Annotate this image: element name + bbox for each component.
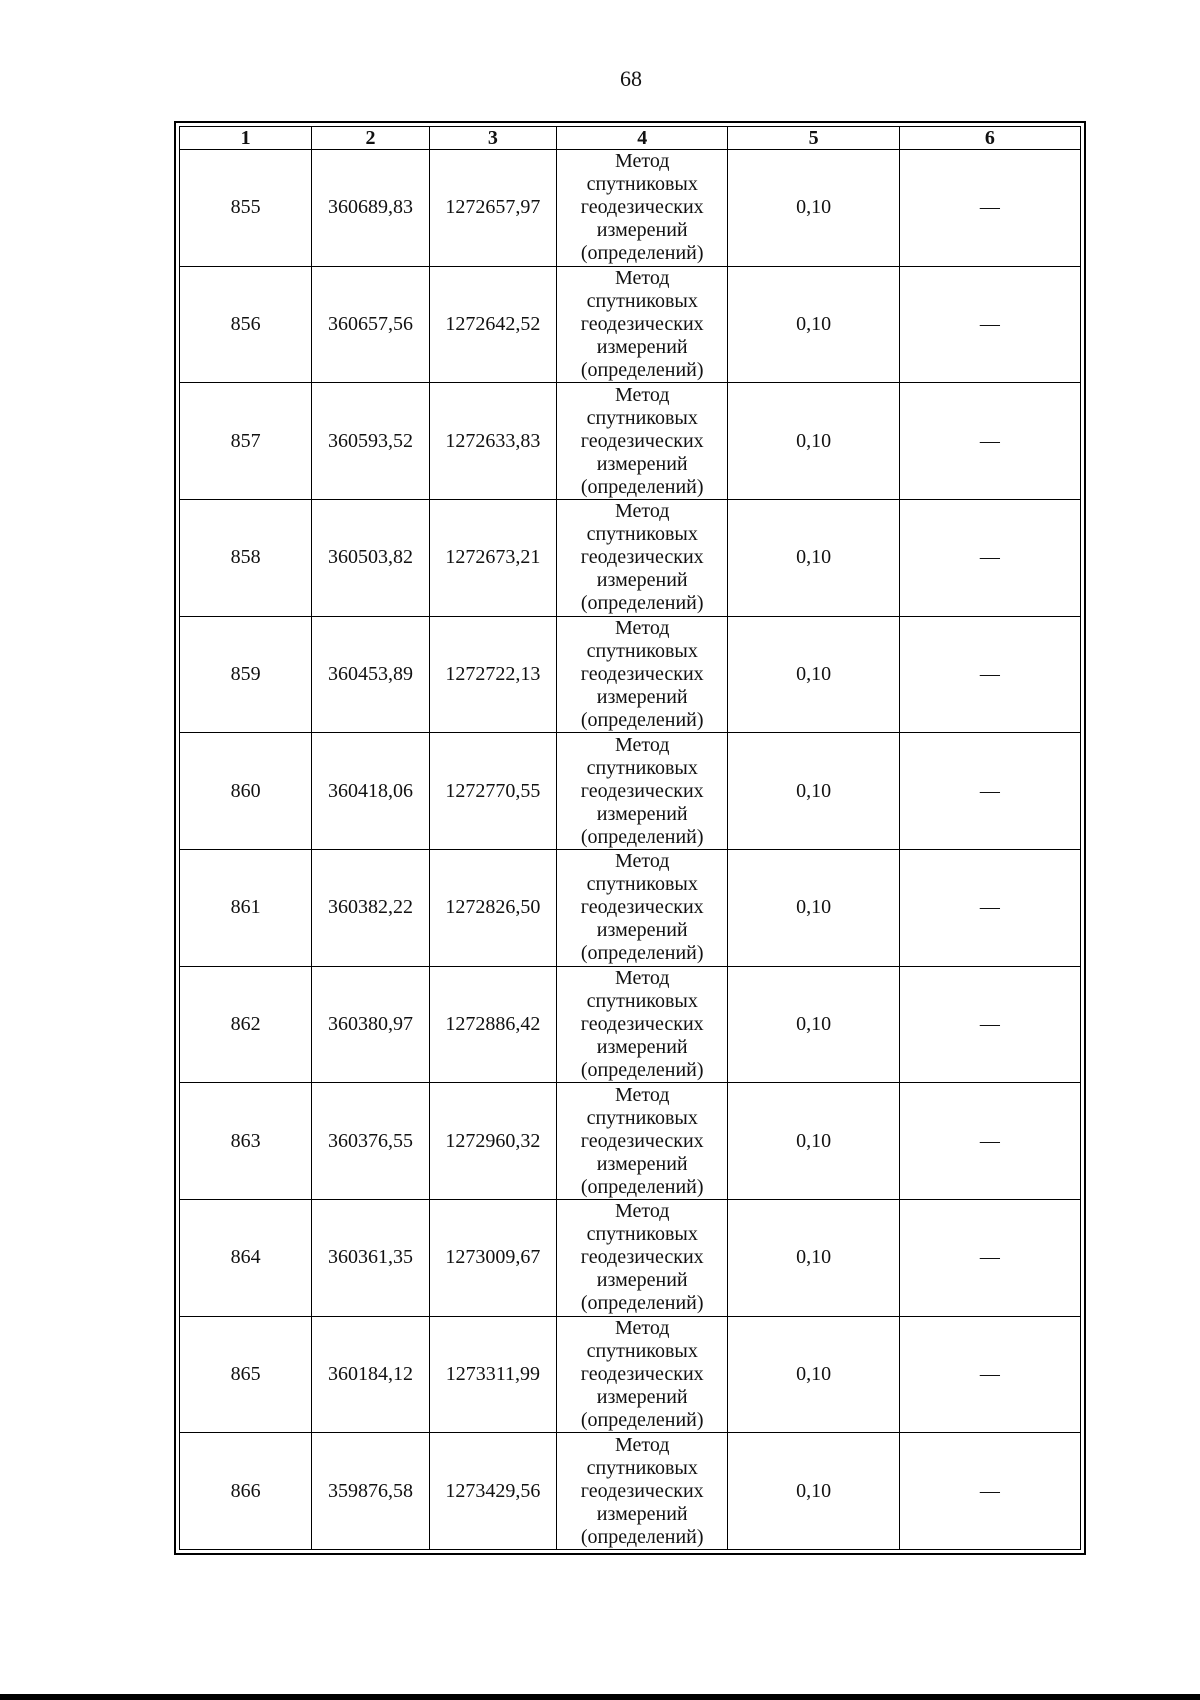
coordinate-y-cell: 1272633,83 — [429, 383, 556, 500]
accuracy-cell: 0,10 — [728, 1083, 899, 1200]
coordinates-table-frame — [174, 121, 1086, 1555]
coordinate-x-cell: 360657,56 — [312, 266, 430, 383]
point-number-cell: 860 — [180, 733, 312, 850]
point-number-cell: 857 — [180, 383, 312, 500]
header-col-5: 5 — [728, 127, 899, 150]
method-cell: Метод спутниковых геодезических измерений (определений) — [557, 849, 728, 966]
header-col-6: 6 — [899, 127, 1080, 150]
table-row — [180, 1433, 1081, 1550]
coordinate-y-cell: 1273311,99 — [429, 1316, 556, 1433]
coordinate-x-cell: 360382,22 — [312, 849, 430, 966]
point-number-cell: 858 — [180, 499, 312, 616]
header-col-2: 2 — [312, 127, 430, 150]
coordinate-y-cell: 1272642,52 — [429, 266, 556, 383]
coordinate-x-cell: 360380,97 — [312, 966, 430, 1083]
table-row — [180, 150, 1081, 267]
coordinate-y-cell: 1272770,55 — [429, 733, 556, 850]
note-cell: — — [899, 966, 1080, 1083]
coordinate-y-cell: 1272657,97 — [429, 150, 556, 267]
point-number-cell: 863 — [180, 1083, 312, 1200]
note-cell: — — [899, 150, 1080, 267]
point-number-cell: 866 — [180, 1433, 312, 1550]
method-cell: Метод спутниковых геодезических измерений (определений) — [557, 1199, 728, 1316]
header-col-4: 4 — [557, 127, 728, 150]
note-cell: — — [899, 383, 1080, 500]
scan-bottom-edge — [0, 1694, 1200, 1700]
accuracy-cell: 0,10 — [728, 383, 899, 500]
header-row — [180, 127, 1081, 150]
method-cell: Метод спутниковых геодезических измерений (определений) — [557, 266, 728, 383]
point-number-cell: 861 — [180, 849, 312, 966]
coordinate-y-cell: 1273009,67 — [429, 1199, 556, 1316]
note-cell: — — [899, 1316, 1080, 1433]
coordinate-x-cell: 360376,55 — [312, 1083, 430, 1200]
table-row — [180, 966, 1081, 1083]
point-number-cell: 859 — [180, 616, 312, 733]
coordinate-y-cell: 1272886,42 — [429, 966, 556, 1083]
coordinate-y-cell: 1273429,56 — [429, 1433, 556, 1550]
coordinate-x-cell: 359876,58 — [312, 1433, 430, 1550]
accuracy-cell: 0,10 — [728, 616, 899, 733]
note-cell: — — [899, 849, 1080, 966]
method-cell: Метод спутниковых геодезических измерений (определений) — [557, 383, 728, 500]
note-cell: — — [899, 1433, 1080, 1550]
method-cell: Метод спутниковых геодезических измерений (определений) — [557, 733, 728, 850]
accuracy-cell: 0,10 — [728, 1316, 899, 1433]
table-row — [180, 849, 1081, 966]
coordinate-y-cell: 1272826,50 — [429, 849, 556, 966]
method-cell: Метод спутниковых геодезических измерений (определений) — [557, 1433, 728, 1550]
accuracy-cell: 0,10 — [728, 733, 899, 850]
point-number-cell: 864 — [180, 1199, 312, 1316]
note-cell: — — [899, 1199, 1080, 1316]
method-cell: Метод спутниковых геодезических измерений (определений) — [557, 150, 728, 267]
method-cell: Метод спутниковых геодезических измерений (определений) — [557, 1083, 728, 1200]
table-row — [180, 733, 1081, 850]
coordinate-y-cell: 1272722,13 — [429, 616, 556, 733]
page-number: 68 — [620, 66, 642, 91]
note-cell: — — [899, 1083, 1080, 1200]
header-col-3: 3 — [429, 127, 556, 150]
table-row — [180, 1199, 1081, 1316]
header-col-1: 1 — [180, 127, 312, 150]
coordinate-x-cell: 360689,83 — [312, 150, 430, 267]
method-cell: Метод спутниковых геодезических измерений (определений) — [557, 966, 728, 1083]
accuracy-cell: 0,10 — [728, 966, 899, 1083]
point-number-cell: 856 — [180, 266, 312, 383]
coordinate-y-cell: 1272673,21 — [429, 499, 556, 616]
accuracy-cell: 0,10 — [728, 849, 899, 966]
table-body — [180, 150, 1081, 1550]
coordinate-x-cell: 360184,12 — [312, 1316, 430, 1433]
accuracy-cell: 0,10 — [728, 499, 899, 616]
coordinate-x-cell: 360361,35 — [312, 1199, 430, 1316]
coordinate-x-cell: 360593,52 — [312, 383, 430, 500]
coordinate-y-cell: 1272960,32 — [429, 1083, 556, 1200]
table-row — [180, 266, 1081, 383]
method-cell: Метод спутниковых геодезических измерений (определений) — [557, 1316, 728, 1433]
note-cell: — — [899, 499, 1080, 616]
accuracy-cell: 0,10 — [728, 266, 899, 383]
accuracy-cell: 0,10 — [728, 1433, 899, 1550]
point-number-cell: 862 — [180, 966, 312, 1083]
coordinates-table — [179, 126, 1081, 1550]
method-cell: Метод спутниковых геодезических измерений (определений) — [557, 616, 728, 733]
point-number-cell: 855 — [180, 150, 312, 267]
note-cell: — — [899, 616, 1080, 733]
table-row — [180, 1316, 1081, 1433]
point-number-cell: 865 — [180, 1316, 312, 1433]
method-cell: Метод спутниковых геодезических измерений (определений) — [557, 499, 728, 616]
accuracy-cell: 0,10 — [728, 1199, 899, 1316]
note-cell: — — [899, 733, 1080, 850]
coordinate-x-cell: 360418,06 — [312, 733, 430, 850]
accuracy-cell: 0,10 — [728, 150, 899, 267]
table-row — [180, 616, 1081, 733]
coordinate-x-cell: 360453,89 — [312, 616, 430, 733]
coordinate-x-cell: 360503,82 — [312, 499, 430, 616]
table-row — [180, 499, 1081, 616]
note-cell: — — [899, 266, 1080, 383]
table-row — [180, 383, 1081, 500]
table-row — [180, 1083, 1081, 1200]
